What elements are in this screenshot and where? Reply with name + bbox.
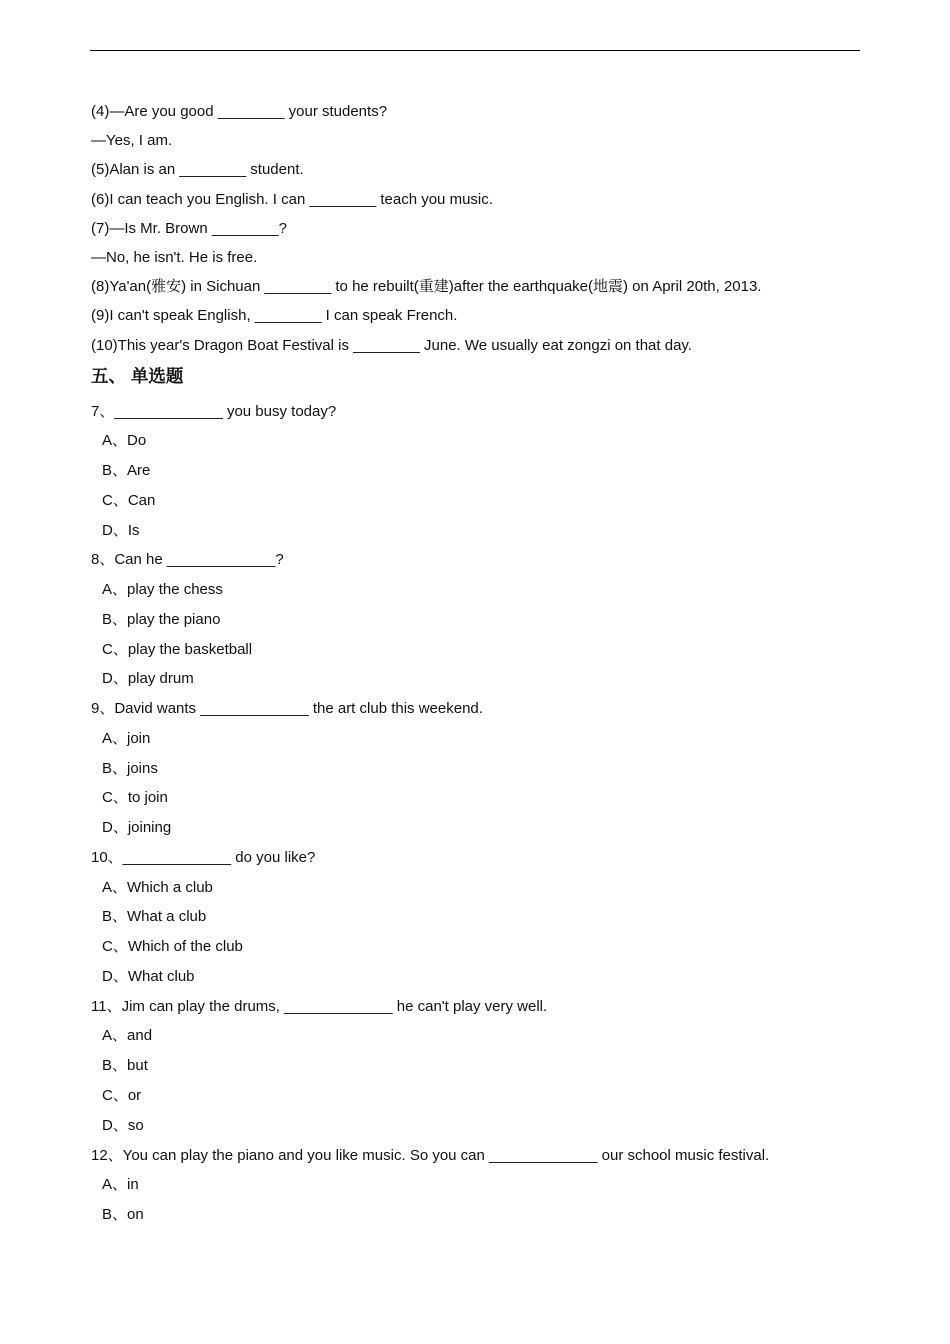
option-d: D、Is: [102, 521, 140, 539]
header-rule: [90, 50, 860, 51]
option-d: D、so: [102, 1116, 144, 1134]
question-11: 11、Jim can play the drums, _____________ he can't play very well.: [91, 997, 548, 1015]
option-d: D、play drum: [102, 670, 194, 688]
option-b: B、Are: [102, 462, 151, 480]
option-b: B、but: [102, 1057, 148, 1075]
option-c: C、play the basketball: [102, 640, 253, 658]
question-8: 8、Can he _____________?: [91, 551, 284, 569]
fill-in-line: —Yes, I am.: [91, 132, 173, 150]
option-b: B、play the piano: [102, 610, 221, 628]
option-c: C、Can: [102, 491, 156, 509]
fill-in-line: (9)I can't speak English, ________ I can speak French.: [91, 307, 458, 325]
option-a: A、play the chess: [102, 581, 223, 599]
option-d: D、joining: [102, 819, 172, 837]
fill-in-line: (4)—Are you good ________ your students?: [91, 103, 388, 120]
fill-in-line: (10)This year's Dragon Boat Festival is ________ June. We usually eat zongzi on that day.: [91, 336, 692, 354]
option-b: B、joins: [102, 759, 158, 777]
section-title: 五、 单选题: [91, 365, 184, 386]
fill-in-line: —No, he isn't. He is free.: [91, 248, 258, 266]
option-c: C、or: [102, 1087, 142, 1104]
option-d: D、What club: [102, 968, 195, 986]
option-b: B、on: [102, 1205, 144, 1223]
fill-in-line: (6)I can teach you English. I can ________ teach you music.: [91, 190, 493, 208]
document-body: [91, 101, 871, 1234]
option-a: A、join: [102, 729, 151, 747]
fill-in-line: (8)Ya'an(雅安) in Sichuan ________ to he rebuilt(重建)after the earthquake(地震) on April 20th, 2013.: [91, 278, 762, 296]
question-9: 9、David wants _____________ the art club this weekend.: [91, 700, 483, 718]
option-a: A、Do: [102, 432, 147, 450]
option-b: B、What a club: [102, 908, 207, 926]
fill-in-line: (5)Alan is an ________ student.: [91, 161, 304, 179]
option-a: A、and: [102, 1027, 153, 1045]
question-10: 10、_____________ do you like?: [91, 849, 316, 867]
question-7: 7、_____________ you busy today?: [91, 402, 337, 420]
option-c: C、Which of the club: [102, 938, 243, 956]
option-a: A、Which a club: [102, 878, 213, 896]
question-12: 12、You can play the piano and you like music. So you can _____________ our school music festival.: [91, 1146, 770, 1164]
fill-in-line: (7)—Is Mr. Brown ________?: [91, 219, 287, 237]
option-c: C、to join: [102, 789, 168, 807]
option-a: A、in: [102, 1176, 139, 1194]
